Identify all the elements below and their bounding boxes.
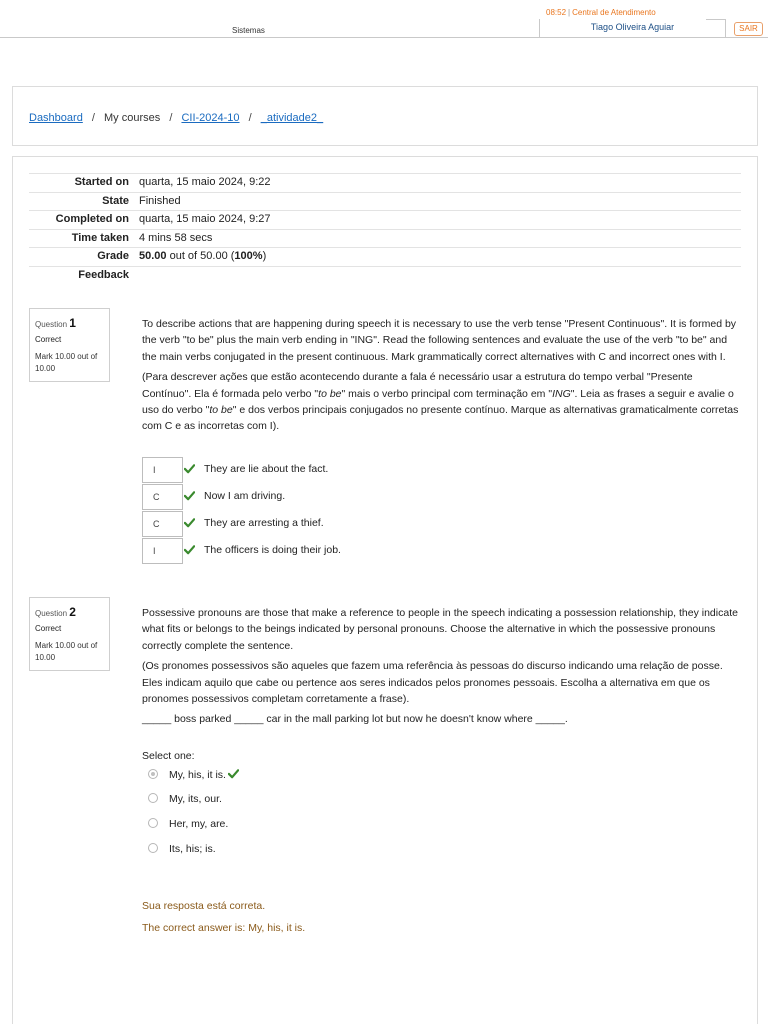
check-icon [184,463,195,474]
breadcrumb-separator: / [169,112,173,124]
q2-option[interactable] [148,768,239,784]
question-1-number [35,315,104,332]
q1-pt-emphasis: to be [209,404,233,417]
q1-pt-part: " e dos verbos principais conjugados no presente contínuo. Marque as alternativas gramaticalmente corretas com C e as incorretas com I). [142,404,739,433]
q2-option[interactable] [148,793,222,809]
grade-middle: out of 50.00 ( [166,250,235,263]
q1-pt-part: " mais o verbo principal com terminação em " [341,387,553,400]
q1-pt-part: ". Leia as frases a seguir e avalie o uso do verbo " [142,387,734,417]
question-number: 2 [69,605,76,619]
started-on-value: quarta, 15 maio 2024, 9:22 [139,176,271,189]
grade-percent: 100% [234,250,263,263]
state-value: Finished [139,194,181,207]
breadcrumb-course[interactable]: CII-2024-10 [181,112,240,124]
q1-item-row [142,511,542,537]
question-2-mark: Mark 10.00 out of 10.00 [35,640,98,662]
question-2-state: Correct [35,624,62,634]
question-1-state: Correct [35,335,62,345]
check-icon [184,490,195,501]
check-icon [184,517,195,528]
question-2-text-pt: (Os pronomes possessivos são aqueles que fazem uma referência às pessoas do discurso indicando uma relação de posse. Eles indicam aquilo que cabe ou pertence aos seres indicados pelos pronomes pessoais. Escolha a alternativa em que os pronomes possessivos completam corretamente a frase). [142,660,723,706]
quiz-review-region [12,156,758,1024]
question-1-info [29,308,110,382]
summary-row-completed [29,211,741,230]
time-taken-value: 4 mins 58 secs [139,231,213,244]
q1-sentence: The officers is doing their job. [204,544,341,556]
started-on-label: Started on [74,176,129,189]
q2-option-label[interactable]: Its, his; is. [169,843,216,855]
time-taken-label: Time taken [71,231,129,244]
logout-button[interactable]: SAIR [734,22,763,36]
radio-button-selected[interactable] [148,769,158,779]
question-word: Question [35,609,68,618]
q1-sentence: They are lie about the fact. [204,463,329,475]
grade-end: ) [262,250,267,263]
feedback-value [139,266,741,285]
clock-time: 08:52 [546,8,567,17]
question-2-info [29,597,110,671]
question-word: Question [35,320,68,329]
check-icon [228,768,239,779]
summary-row-time [29,229,741,248]
q1-pt-emphasis: to be [318,387,342,400]
breadcrumb-separator: / [248,112,252,124]
user-box [539,19,726,38]
q1-item-row [142,538,542,564]
question-1-text [142,316,742,439]
breadcrumb-separator: / [91,112,95,124]
summary-row-state [29,192,741,211]
q1-item-row [142,484,542,510]
feedback-label: Feedback [78,269,129,281]
state-label: State [102,194,129,207]
check-icon [184,544,195,555]
central-atendimento-link[interactable]: Central de Atendimento [572,8,656,17]
q1-answer-select[interactable]: I [142,538,183,564]
grade-score: 50.00 [139,250,167,263]
breadcrumb-panel [12,86,758,146]
q2-option-label[interactable]: My, his, it is. [169,769,226,781]
breadcrumb [29,112,323,124]
q2-option-label[interactable]: Her, my, are. [169,818,229,830]
q2-correct-answer: The correct answer is: My, his, it is. [142,922,306,934]
breadcrumb-dashboard[interactable]: Dashboard [29,112,83,124]
question-1-text-pt [142,369,742,435]
separator-bar: | [568,8,571,17]
breadcrumb-activity[interactable]: _atividade2_ [260,112,324,124]
q1-answer-select[interactable]: I [142,457,183,483]
summary-row-feedback [29,266,741,285]
radio-button[interactable] [148,818,158,828]
breadcrumb-my-courses: My courses [104,112,161,124]
question-2-text-en: Possessive pronouns are those that make a reference to people in the speech indicating a possession relationship, they indicate what fits or belongs to the beings indicated by personal pronouns. Choose the alternative in which the possessive pronouns correctly complete the sentence. [142,607,738,652]
q1-pt-emphasis: ING [552,387,571,400]
q2-feedback: Sua resposta está correta. [142,900,266,912]
question-2-number [35,604,104,621]
q2-option[interactable] [148,818,228,834]
radio-button[interactable] [148,793,158,803]
question-number: 1 [69,316,76,330]
sistemas-menu[interactable]: Sistemas [232,26,265,35]
header-divider [706,19,726,20]
q1-pt-part: (Para descrever ações que estão acontecendo durante a fala é necessário usar a estrutura do tempo verbal "Presente Contínuo". Ela é formada pelo verbo " [142,371,693,400]
grade-value [139,248,741,267]
q2-option-label[interactable]: My, its, our. [169,793,222,805]
summary-row-started [29,174,741,193]
q1-answer-select[interactable]: C [142,484,183,510]
q1-answer-select[interactable]: C [142,511,183,537]
question-2-sentence: _____ boss parked _____ car in the mall parking lot but now he doesn't know where _____. [142,713,568,726]
question-1-mark: Mark 10.00 out of 10.00 [35,351,98,373]
attempt-summary-table [29,173,741,285]
time-central-line [546,8,656,17]
q1-sentence: They are arresting a thief. [204,517,324,529]
q2-option[interactable] [148,843,216,859]
select-one-label: Select one: [142,750,195,762]
top-header [0,0,768,38]
q1-item-row [142,457,542,483]
q1-sentence: Now I am driving. [204,490,286,502]
grade-label: Grade [97,250,129,263]
summary-row-grade [29,248,741,267]
completed-on-value: quarta, 15 maio 2024, 9:27 [139,213,271,226]
completed-on-label: Completed on [55,213,129,226]
question-2-text [142,605,742,732]
question-1-text-en: To describe actions that are happening during speech it is necessary to use the verb tense "Present Continuous". It is formed by the verb "to be" plus the main verb ending in "ING". Read the following sentences and evaluate the use of the verb "to be" and the main verbs conjugated in the present continuous. Mark grammatically correct alternatives with C and incorrect ones with I. [142,318,737,363]
user-name[interactable]: Tiago Oliveira Aguiar [590,22,675,32]
radio-button[interactable] [148,843,158,853]
